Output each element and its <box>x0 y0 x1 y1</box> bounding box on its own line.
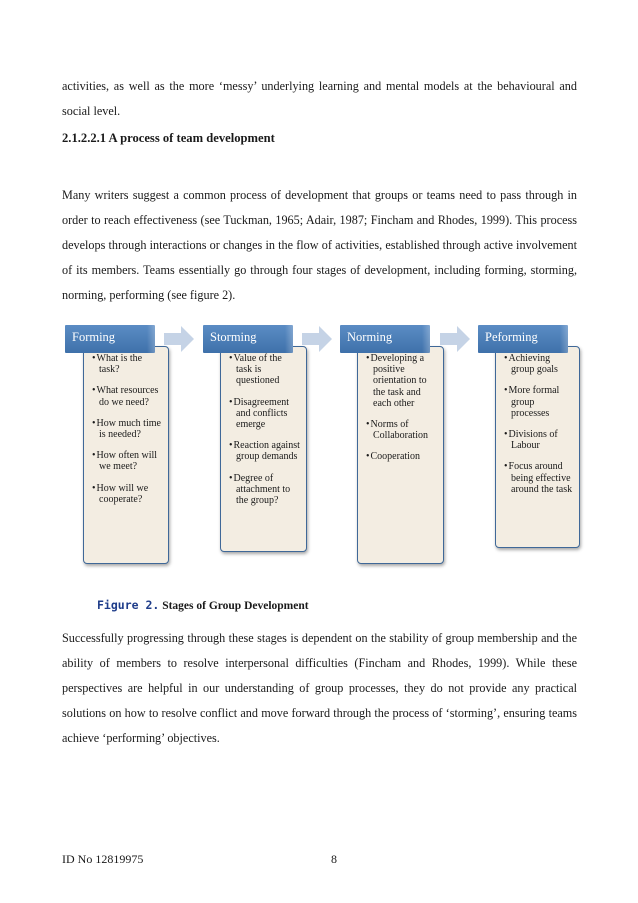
list-item: • What resources do we need? <box>92 385 162 407</box>
paragraph-body-1: Many writers suggest a common process of development that groups or teams need to pass through in order to reach effectiveness (see Tuckman, 1965; Adair, 1987; Fincham and Rhodes, 1999). This process develops through interactions or changes in the flow of activities, established through active involvement of its members. Teams essentially go through four stages of development, including forming, storming, norming, performing (see figure 2). <box>62 188 577 302</box>
paragraph-intro: activities, as well as the more ‘messy’ underlying learning and mental models at the behavioural and social level. <box>62 79 577 118</box>
stage-title-performing: Peforming <box>478 325 568 353</box>
list-item: • Developing a positive orientation to the task and each other <box>366 353 437 409</box>
stage-items-storming <box>221 347 306 506</box>
footer-student-id: ID No 12819975 <box>62 852 144 866</box>
list-item: • Divisions of Labour <box>504 429 573 451</box>
stage-items-forming <box>84 347 168 505</box>
section-heading: 2.1.2.2.1 A process of team development <box>62 131 275 145</box>
stage-title-norming: Norming <box>340 325 430 353</box>
stage-box-norming <box>357 346 444 564</box>
stage-items-norming <box>358 347 443 463</box>
arrow-right-icon <box>440 326 470 352</box>
stage-title-storming: Storming <box>203 325 293 353</box>
list-item: • Achieving group goals <box>504 353 573 375</box>
list-item: • Norms of Collaboration <box>366 419 437 441</box>
list-item: • How much time is needed? <box>92 418 162 440</box>
list-item: • Value of the task is questioned <box>229 353 300 387</box>
list-item: • Cooperation <box>366 451 437 462</box>
list-item: • How often will we meet? <box>92 450 162 472</box>
stage-box-forming <box>83 346 169 564</box>
list-item: • Degree of attachment to the group? <box>229 473 300 507</box>
paragraph-body-2: Successfully progressing through these stages is dependent on the stability of group membership and the ability of members to resolve interpersonal difficulties (Fincham and Rhodes, 1999). While these perspectives are helpful in our understanding of group processes, they do not provide any practical solutions on how to resolve conflict and move forward through the process of ‘storming’, ensuring teams achieve ‘performing’ objectives. <box>62 631 577 745</box>
page-number: 8 <box>331 852 337 866</box>
stage-box-performing <box>495 346 580 548</box>
list-item: • Disagreement and conflicts emerge <box>229 397 300 431</box>
list-item: • What is the task? <box>92 353 162 375</box>
list-item: • More formal group processes <box>504 385 573 419</box>
stage-title-forming: Forming <box>65 325 155 353</box>
list-item: • Focus around being effective around the task <box>504 461 573 495</box>
list-item: • Reaction against group demands <box>229 440 300 462</box>
figure-caption-text: Stages of Group Development <box>162 600 309 612</box>
stage-items-performing <box>496 347 579 495</box>
list-item: • How will we cooperate? <box>92 483 162 505</box>
figure-label: Figure 2. <box>97 598 160 612</box>
stage-box-storming <box>220 346 307 552</box>
figure-caption <box>97 598 309 612</box>
